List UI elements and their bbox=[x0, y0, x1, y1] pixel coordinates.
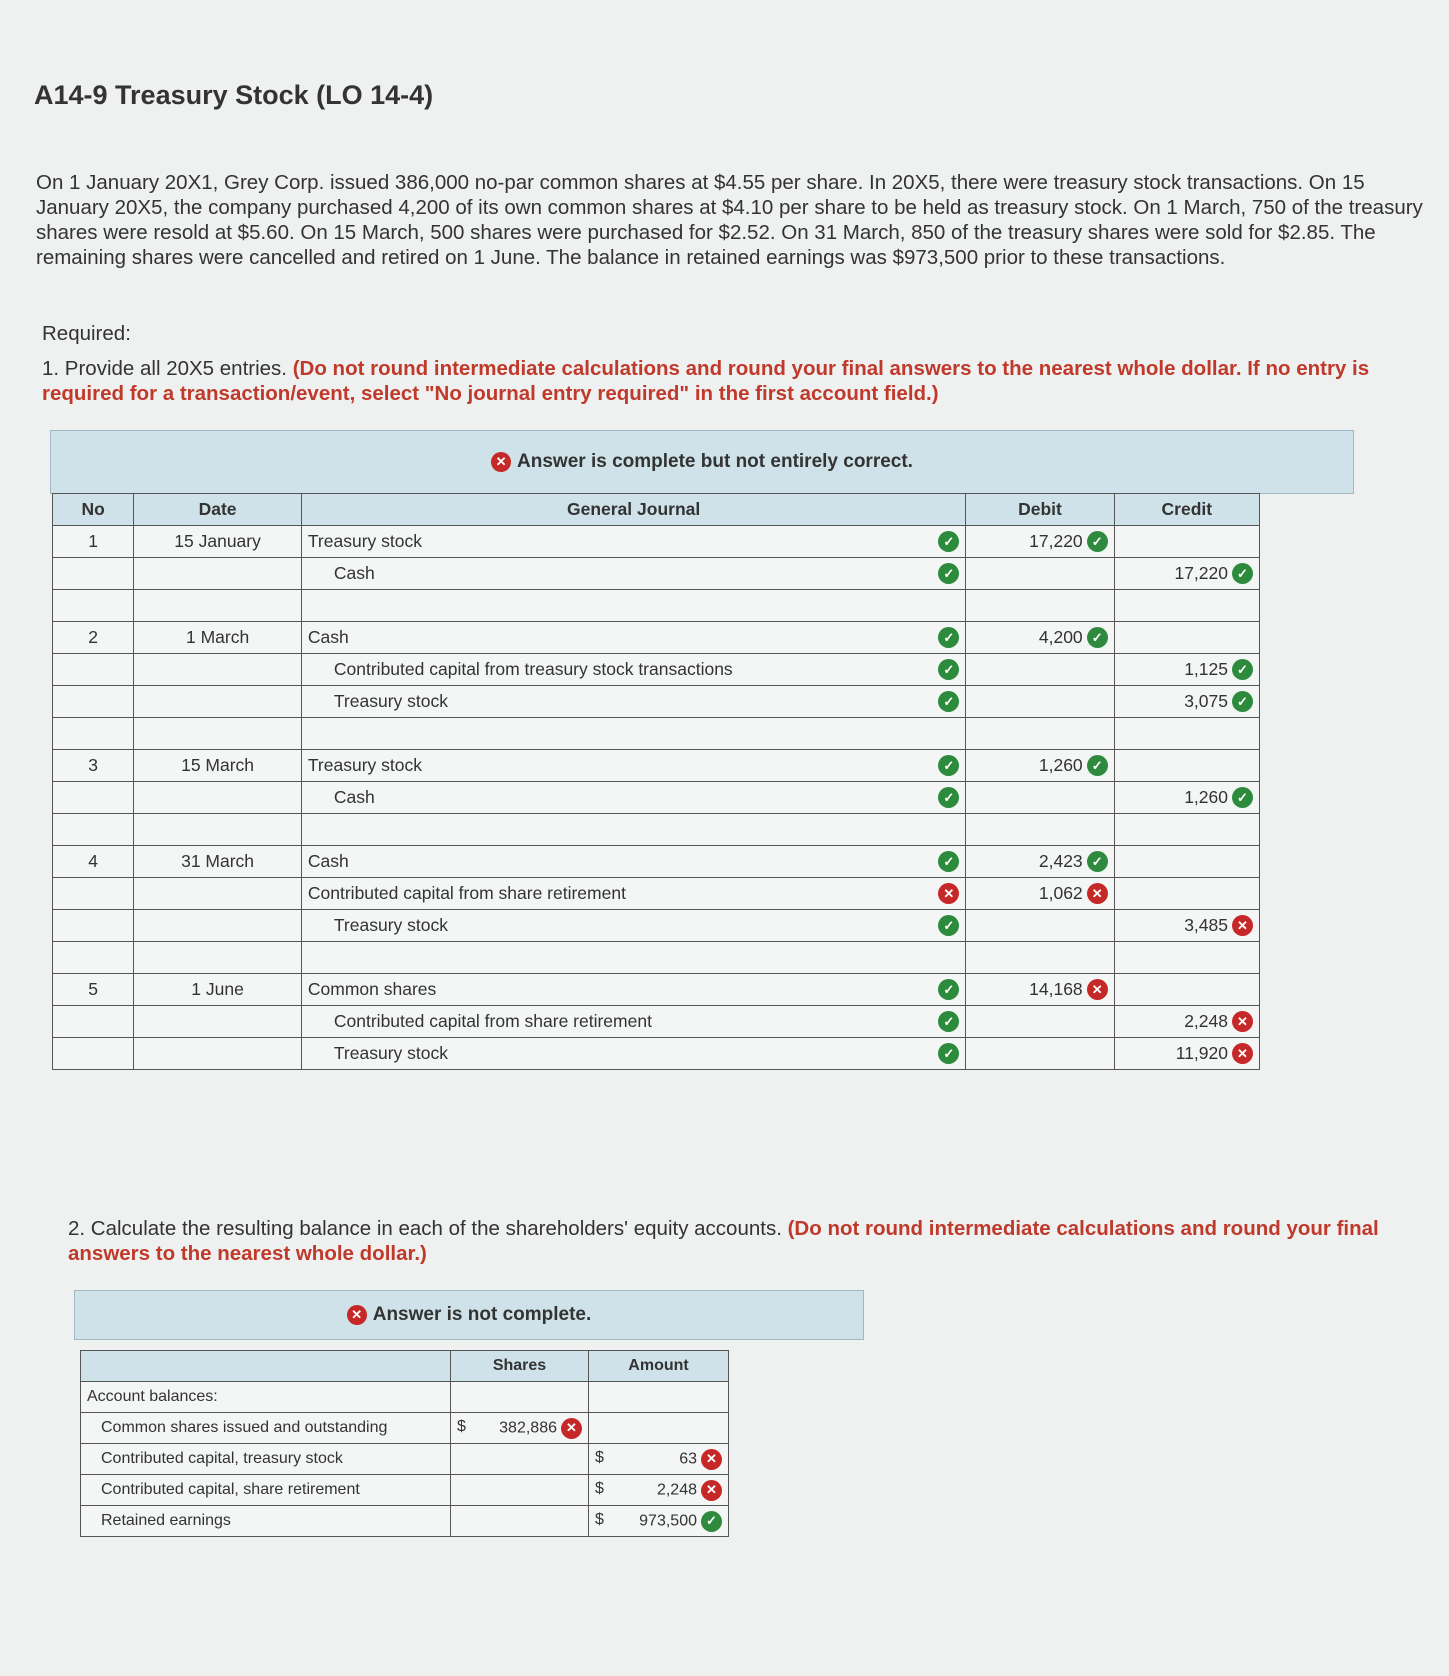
journal-row bbox=[53, 558, 1260, 590]
balances-body bbox=[81, 1382, 729, 1537]
account-name: Contributed capital from share retirement bbox=[333, 1010, 652, 1031]
journal-spacer-row bbox=[53, 942, 1260, 974]
account-name: Contributed capital from share retirement bbox=[307, 882, 626, 903]
empty-cell bbox=[966, 590, 1114, 622]
balance-row bbox=[81, 1506, 729, 1537]
col-header-credit: Credit bbox=[1114, 494, 1259, 526]
credit-field[interactable] bbox=[1114, 750, 1259, 782]
requirement-1-text: 1. Provide all 20X5 entries. bbox=[42, 357, 293, 380]
empty-cell bbox=[53, 590, 134, 622]
account-name: Cash bbox=[333, 562, 375, 583]
debit-field[interactable] bbox=[966, 1006, 1114, 1038]
account-name: Treasury stock bbox=[333, 914, 448, 935]
entry-date bbox=[134, 878, 302, 910]
balance-row bbox=[81, 1444, 729, 1475]
journal-row bbox=[53, 622, 1260, 654]
credit-value: 11,920 bbox=[1175, 1042, 1228, 1063]
credit-field[interactable] bbox=[1114, 622, 1259, 654]
x-circle-icon: ✕ bbox=[701, 1480, 722, 1501]
check-circle-icon: ✓ bbox=[1087, 627, 1108, 648]
debit-field[interactable] bbox=[966, 750, 1114, 782]
empty-cell bbox=[53, 814, 134, 846]
account-name: Cash bbox=[307, 850, 349, 871]
check-circle-icon: ✓ bbox=[1232, 691, 1253, 712]
debit-value: 2,423 bbox=[1038, 850, 1083, 871]
entry-date bbox=[134, 1038, 302, 1070]
check-circle-icon: ✓ bbox=[938, 787, 959, 808]
answer-status-banner-1 bbox=[50, 430, 1354, 494]
empty-cell bbox=[134, 718, 302, 750]
entry-date: 31 March bbox=[134, 846, 302, 878]
check-circle-icon: ✓ bbox=[938, 979, 959, 1000]
requirement-2-note: (Do not round intermediate calculations and round your final answers to the nearest whole dollar.) bbox=[68, 1217, 1379, 1265]
x-circle-icon: ✕ bbox=[1087, 883, 1108, 904]
x-circle-icon: ✕ bbox=[938, 883, 959, 904]
x-circle-icon: ✕ bbox=[491, 452, 511, 472]
check-circle-icon: ✓ bbox=[701, 1511, 722, 1532]
requirement-1-note: (Do not round intermediate calculations and round your final answers to the nearest whole dollar. If no entry is required for a transaction/event, select "No journal entry required" in the first account field.) bbox=[42, 357, 1370, 405]
credit-value: 3,075 bbox=[1184, 690, 1228, 711]
check-circle-icon: ✓ bbox=[938, 563, 959, 584]
account-field[interactable] bbox=[301, 878, 965, 910]
shares-field[interactable] bbox=[451, 1413, 589, 1444]
journal-spacer-row bbox=[53, 718, 1260, 750]
debit-field[interactable] bbox=[966, 526, 1114, 558]
balances-heading: Account balances: bbox=[81, 1382, 451, 1413]
entry-number bbox=[53, 1038, 134, 1070]
credit-field[interactable] bbox=[1114, 686, 1259, 718]
requirement-2 bbox=[68, 1216, 1418, 1266]
credit-field[interactable] bbox=[1114, 654, 1259, 686]
dollar-sign: $ bbox=[595, 1448, 604, 1466]
dollar-sign: $ bbox=[595, 1510, 604, 1528]
balances-table bbox=[80, 1350, 729, 1537]
debit-field[interactable] bbox=[966, 878, 1114, 910]
entry-date: 15 March bbox=[134, 750, 302, 782]
journal-row bbox=[53, 1006, 1260, 1038]
debit-field[interactable] bbox=[966, 974, 1114, 1006]
account-field[interactable] bbox=[301, 622, 965, 654]
debit-value: 17,220 bbox=[1029, 530, 1083, 551]
shares-field[interactable] bbox=[451, 1506, 589, 1537]
page-title: A14-9 Treasury Stock (LO 14-4) bbox=[34, 80, 434, 110]
check-circle-icon: ✓ bbox=[938, 755, 959, 776]
entry-number: 5 bbox=[53, 974, 134, 1006]
amount-field[interactable] bbox=[589, 1475, 729, 1506]
x-circle-icon: ✕ bbox=[1232, 915, 1253, 936]
journal-spacer-row bbox=[53, 590, 1260, 622]
balance-label: Contributed capital, share retirement bbox=[81, 1475, 451, 1506]
account-field[interactable] bbox=[301, 1006, 965, 1038]
check-circle-icon: ✓ bbox=[938, 915, 959, 936]
entry-date: 15 January bbox=[134, 526, 302, 558]
check-circle-icon: ✓ bbox=[1232, 563, 1253, 584]
journal-row bbox=[53, 686, 1260, 718]
col-header-blank bbox=[81, 1351, 451, 1382]
balance-row bbox=[81, 1475, 729, 1506]
answer-status-text-1: Answer is complete but not entirely correct. bbox=[517, 451, 913, 472]
debit-field[interactable] bbox=[966, 686, 1114, 718]
debit-value: 1,260 bbox=[1038, 754, 1083, 775]
entry-number bbox=[53, 558, 134, 590]
check-circle-icon: ✓ bbox=[1232, 659, 1253, 680]
account-field[interactable] bbox=[301, 782, 965, 814]
debit-field[interactable] bbox=[966, 846, 1114, 878]
check-circle-icon: ✓ bbox=[1087, 531, 1108, 552]
balance-label: Retained earnings bbox=[81, 1506, 451, 1537]
debit-value: 1,062 bbox=[1038, 882, 1083, 903]
credit-field[interactable] bbox=[1114, 558, 1259, 590]
check-circle-icon: ✓ bbox=[938, 691, 959, 712]
account-field[interactable] bbox=[301, 526, 965, 558]
x-circle-icon: ✕ bbox=[1087, 979, 1108, 1000]
entry-date bbox=[134, 910, 302, 942]
dollar-sign: $ bbox=[457, 1417, 466, 1435]
check-circle-icon: ✓ bbox=[938, 659, 959, 680]
entry-number: 3 bbox=[53, 750, 134, 782]
entry-date bbox=[134, 654, 302, 686]
credit-value: 17,220 bbox=[1174, 562, 1228, 583]
check-circle-icon: ✓ bbox=[938, 851, 959, 872]
account-name: Cash bbox=[333, 786, 375, 807]
empty-cell bbox=[134, 590, 302, 622]
entry-number bbox=[53, 686, 134, 718]
journal-row bbox=[53, 654, 1260, 686]
col-header-amount: Amount bbox=[589, 1351, 729, 1382]
check-circle-icon: ✓ bbox=[938, 627, 959, 648]
amount-field[interactable] bbox=[589, 1506, 729, 1537]
empty-cell bbox=[134, 942, 302, 974]
entry-number bbox=[53, 782, 134, 814]
credit-value: 1,260 bbox=[1184, 786, 1228, 807]
shares-value: 382,886 bbox=[499, 1419, 557, 1437]
check-circle-icon: ✓ bbox=[1232, 787, 1253, 808]
empty-cell bbox=[451, 1382, 589, 1413]
journal-body bbox=[53, 526, 1260, 1070]
account-field[interactable] bbox=[301, 846, 965, 878]
amount-field[interactable] bbox=[589, 1444, 729, 1475]
x-circle-icon: ✕ bbox=[561, 1418, 582, 1439]
account-name: Common shares bbox=[307, 978, 437, 999]
col-header-date: Date bbox=[134, 494, 302, 526]
account-name: Cash bbox=[307, 626, 349, 647]
account-field[interactable] bbox=[301, 974, 965, 1006]
credit-field[interactable] bbox=[1114, 974, 1259, 1006]
col-header-shares: Shares bbox=[451, 1351, 589, 1382]
entry-date bbox=[134, 1006, 302, 1038]
shares-field[interactable] bbox=[451, 1475, 589, 1506]
account-name: Contributed capital from treasury stock transactions bbox=[333, 658, 733, 679]
entry-date: 1 March bbox=[134, 622, 302, 654]
answer-status-text-2: Answer is not complete. bbox=[372, 1304, 592, 1325]
empty-cell bbox=[966, 814, 1114, 846]
journal-row bbox=[53, 910, 1260, 942]
entry-number: 4 bbox=[53, 846, 134, 878]
debit-field[interactable] bbox=[966, 782, 1114, 814]
credit-field[interactable] bbox=[1114, 526, 1259, 558]
account-name: Treasury stock bbox=[333, 690, 448, 711]
journal-row bbox=[53, 782, 1260, 814]
entry-date bbox=[134, 782, 302, 814]
requirement-2-text: 2. Calculate the resulting balance in each of the shareholders' equity accounts. bbox=[68, 1217, 788, 1240]
empty-cell bbox=[589, 1382, 729, 1413]
credit-field[interactable] bbox=[1114, 846, 1259, 878]
empty-cell bbox=[301, 942, 965, 974]
journal-row bbox=[53, 1038, 1260, 1070]
credit-value: 1,125 bbox=[1184, 658, 1228, 679]
empty-cell bbox=[966, 942, 1114, 974]
col-header-no: No bbox=[53, 494, 134, 526]
credit-field[interactable] bbox=[1114, 910, 1259, 942]
answer-status-banner-2 bbox=[74, 1290, 864, 1340]
entry-number: 1 bbox=[53, 526, 134, 558]
empty-cell bbox=[53, 942, 134, 974]
check-circle-icon: ✓ bbox=[1087, 755, 1108, 776]
empty-cell bbox=[1114, 942, 1259, 974]
balance-row bbox=[81, 1413, 729, 1444]
entry-number bbox=[53, 654, 134, 686]
debit-value: 4,200 bbox=[1038, 626, 1083, 647]
empty-cell bbox=[134, 814, 302, 846]
debit-field[interactable] bbox=[966, 622, 1114, 654]
journal-row bbox=[53, 526, 1260, 558]
entry-date: 1 June bbox=[134, 974, 302, 1006]
check-circle-icon: ✓ bbox=[1087, 851, 1108, 872]
credit-value: 3,485 bbox=[1184, 914, 1228, 935]
problem-text: On 1 January 20X1, Grey Corp. issued 386,000 no-par common shares at $4.55 per share. In 20X5, there were treasury stock transactions. On 15 January 20X5, the company purchased 4,200 of its own common shares at $4.10 per share to be held as treasury stock. On 1 March, 750 of the treasury shares were resold at $5.60. On 15 March, 500 shares were purchased for $2.52. On 31 March, 850 of the treasury shares were sold for $2.85. The remaining shares were cancelled and retired on 1 June. The balance in retained earnings was $973,500 prior to these transactions. bbox=[36, 171, 1423, 269]
journal-row bbox=[53, 846, 1260, 878]
journal-row bbox=[53, 974, 1260, 1006]
debit-field[interactable] bbox=[966, 654, 1114, 686]
account-field[interactable] bbox=[301, 686, 965, 718]
account-name: Treasury stock bbox=[307, 754, 422, 775]
account-field[interactable] bbox=[301, 654, 965, 686]
debit-field[interactable] bbox=[966, 910, 1114, 942]
dollar-sign: $ bbox=[595, 1479, 604, 1497]
account-field[interactable] bbox=[301, 910, 965, 942]
amount-value: 973,500 bbox=[639, 1512, 697, 1530]
entry-number: 2 bbox=[53, 622, 134, 654]
empty-cell bbox=[1114, 590, 1259, 622]
entry-number bbox=[53, 1006, 134, 1038]
required-heading: Required: bbox=[42, 322, 131, 345]
credit-field[interactable] bbox=[1114, 782, 1259, 814]
balances-heading-row bbox=[81, 1382, 729, 1413]
empty-cell bbox=[301, 814, 965, 846]
shares-field[interactable] bbox=[451, 1444, 589, 1475]
debit-value: 14,168 bbox=[1029, 978, 1083, 999]
entry-date bbox=[134, 558, 302, 590]
balance-label: Contributed capital, treasury stock bbox=[81, 1444, 451, 1475]
empty-cell bbox=[301, 718, 965, 750]
col-header-general-journal: General Journal bbox=[301, 494, 965, 526]
entry-date bbox=[134, 686, 302, 718]
x-circle-icon: ✕ bbox=[701, 1449, 722, 1470]
account-field[interactable] bbox=[301, 750, 965, 782]
debit-field[interactable] bbox=[966, 1038, 1114, 1070]
credit-field[interactable] bbox=[1114, 1006, 1259, 1038]
account-field[interactable] bbox=[301, 558, 965, 590]
empty-cell bbox=[966, 718, 1114, 750]
account-name: Treasury stock bbox=[307, 530, 422, 551]
empty-cell bbox=[301, 590, 965, 622]
empty-cell bbox=[53, 718, 134, 750]
amount-value: 2,248 bbox=[656, 1481, 697, 1499]
col-header-debit: Debit bbox=[966, 494, 1114, 526]
x-circle-icon: ✕ bbox=[347, 1305, 367, 1325]
journal-row bbox=[53, 750, 1260, 782]
entry-number bbox=[53, 910, 134, 942]
amount-value: 63 bbox=[679, 1450, 697, 1468]
check-circle-icon: ✓ bbox=[938, 531, 959, 552]
account-name: Treasury stock bbox=[333, 1042, 448, 1063]
x-circle-icon: ✕ bbox=[1232, 1011, 1253, 1032]
balance-label: Common shares issued and outstanding bbox=[81, 1413, 451, 1444]
entry-number bbox=[53, 878, 134, 910]
requirement-1 bbox=[42, 356, 1422, 406]
amount-field[interactable] bbox=[589, 1413, 729, 1444]
check-circle-icon: ✓ bbox=[938, 1043, 959, 1064]
credit-field[interactable] bbox=[1114, 878, 1259, 910]
credit-value: 2,248 bbox=[1184, 1010, 1228, 1031]
empty-cell bbox=[1114, 718, 1259, 750]
account-field[interactable] bbox=[301, 1038, 965, 1070]
x-circle-icon: ✕ bbox=[1232, 1043, 1253, 1064]
check-circle-icon: ✓ bbox=[938, 1011, 959, 1032]
empty-cell bbox=[1114, 814, 1259, 846]
debit-field[interactable] bbox=[966, 558, 1114, 590]
journal-row bbox=[53, 878, 1260, 910]
journal-spacer-row bbox=[53, 814, 1260, 846]
credit-field[interactable] bbox=[1114, 1038, 1259, 1070]
journal-table bbox=[52, 493, 1260, 1070]
